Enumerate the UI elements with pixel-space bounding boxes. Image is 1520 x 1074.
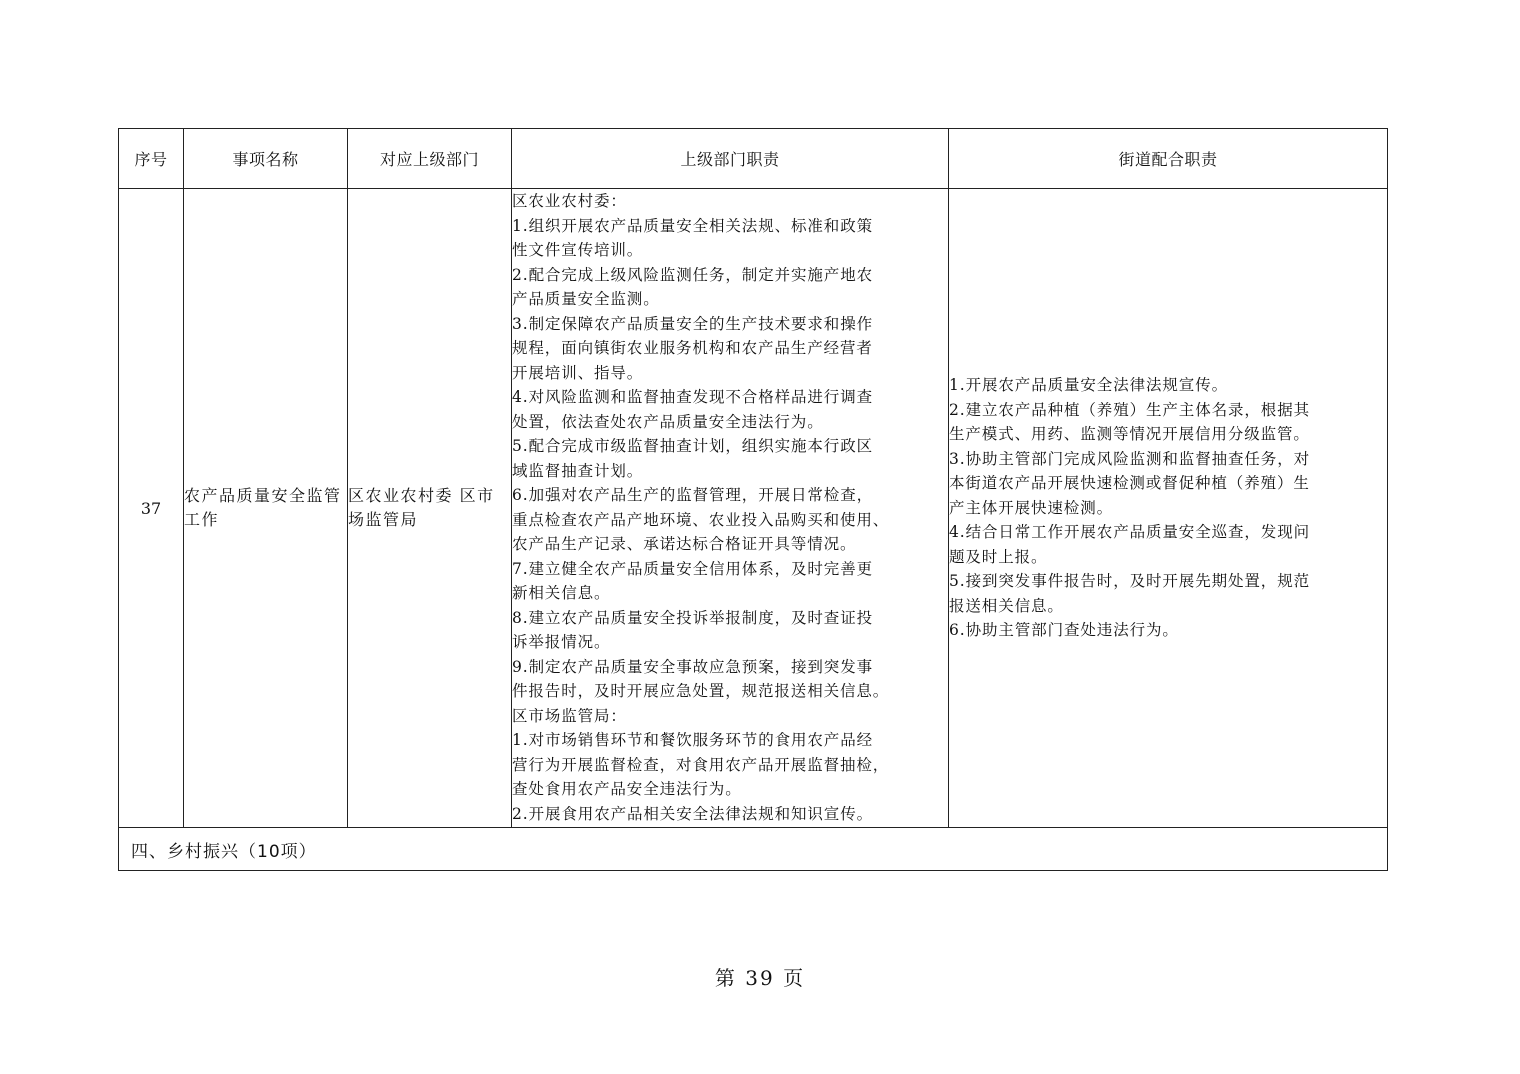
street-duty-line: 本街道农产品开展快速检测或督促种植（养殖）生 [949,474,1310,493]
superior-duty-line: 1.组织开展农产品质量安全相关法规、标准和政策 [512,216,873,235]
street-duty-line: 4.结合日常工作开展农产品质量安全巡查，发现问 [949,523,1310,542]
section-row [119,828,1388,871]
superior-duty-line: 查处食用农产品安全违法行为。 [512,780,742,798]
superior-duty-line: 3.制定保障农产品质量安全的生产技术要求和操作 [512,314,873,333]
row-item-name: 农产品质量安全监管工作 [184,189,348,828]
header-item-name: 事项名称 [184,129,348,189]
street-duty-line: 报送相关信息。 [949,596,1064,615]
superior-duty-line: 新相关信息。 [512,584,611,602]
superior-duty-line: 1.对市场销售环节和餐饮服务环节的食用农产品经 [512,731,873,749]
superior-duty-line: 件报告时，及时开展应急处置，规范报送相关信息。 [512,682,890,700]
section-title: 四、乡村振兴（10项） [119,828,1388,871]
table-row [119,189,1388,828]
superior-duty-line: 2.配合完成上级风险监测任务，制定并实施产地农 [512,265,873,284]
street-duty-line: 3.协助主管部门完成风险监测和监督抽查任务，对 [949,449,1310,468]
superior-duty-line: 营行为开展监督检查，对食用农产品开展监督抽检， [512,755,890,774]
header-superior-duty: 上级部门职责 [512,129,949,189]
superior-duty-line: 性文件宣传培训。 [512,241,644,259]
superior-duty-line: 重点检查农产品产地环境、农业投入品购买和使用、 [512,510,890,529]
street-duty-line: 题及时上报。 [949,547,1048,566]
row-superior-dept: 区农业农村委 区市场监管局 [348,189,512,828]
superior-duty-line: 2.开展食用农产品相关安全法律法规和知识宣传。 [512,804,873,823]
row-superior-duty [512,189,949,828]
superior-duty-line: 产品质量安全监测。 [512,290,660,308]
superior-duty-line: 开展培训、指导。 [512,363,644,382]
street-duty-line: 6.协助主管部门查处违法行为。 [949,621,1179,640]
superior-duty-line: 区农业农村委： [512,192,627,210]
superior-duty-line: 8.建立农产品质量安全投诉举报制度，及时查证投 [512,608,873,627]
street-duty-line: 生产模式、用药、监测等情况开展信用分级监管。 [949,425,1310,444]
superior-duty-line: 规程，面向镇街农业服务机构和农产品生产经营者 [512,339,873,357]
street-duty-line: 产主体开展快速检测。 [949,498,1114,517]
row-index: 37 [119,189,184,828]
street-duty-line: 5.接到突发事件报告时，及时开展先期处置，规范 [949,572,1310,591]
street-duty-line: 1.开展农产品质量安全法律法规宣传。 [949,376,1228,395]
header-row [119,129,1388,189]
superior-duty-line: 9.制定农产品质量安全事故应急预案，接到突发事 [512,657,873,676]
page-number: 第 39 页 [714,966,806,990]
superior-duty-line: 区市场监管局： [512,706,627,725]
superior-duty-line: 7.建立健全农产品质量安全信用体系，及时完善更 [512,559,873,578]
duty-table [118,128,1388,871]
superior-duty-line: 5.配合完成市级监督抽查计划，组织实施本行政区 [512,437,873,455]
superior-duty-line: 诉举报情况。 [512,633,611,651]
row-street-duty [949,189,1388,828]
header-index: 序号 [119,129,184,189]
superior-duty-line: 处置，依法查处农产品质量安全违法行为。 [512,412,824,431]
superior-duty-line: 4.对风险监测和监督抽查发现不合格样品进行调查 [512,388,873,406]
header-street-duty: 街道配合职责 [949,129,1388,189]
street-duty-line: 2.建立农产品种植（养殖）生产主体名录，根据其 [949,400,1310,419]
header-superior-dept: 对应上级部门 [348,129,512,189]
superior-duty-line: 6.加强对农产品生产的监督管理，开展日常检查， [512,486,873,504]
superior-duty-line: 农产品生产记录、承诺达标合格证开具等情况。 [512,535,857,553]
superior-duty-line: 域监督抽查计划。 [512,461,644,480]
